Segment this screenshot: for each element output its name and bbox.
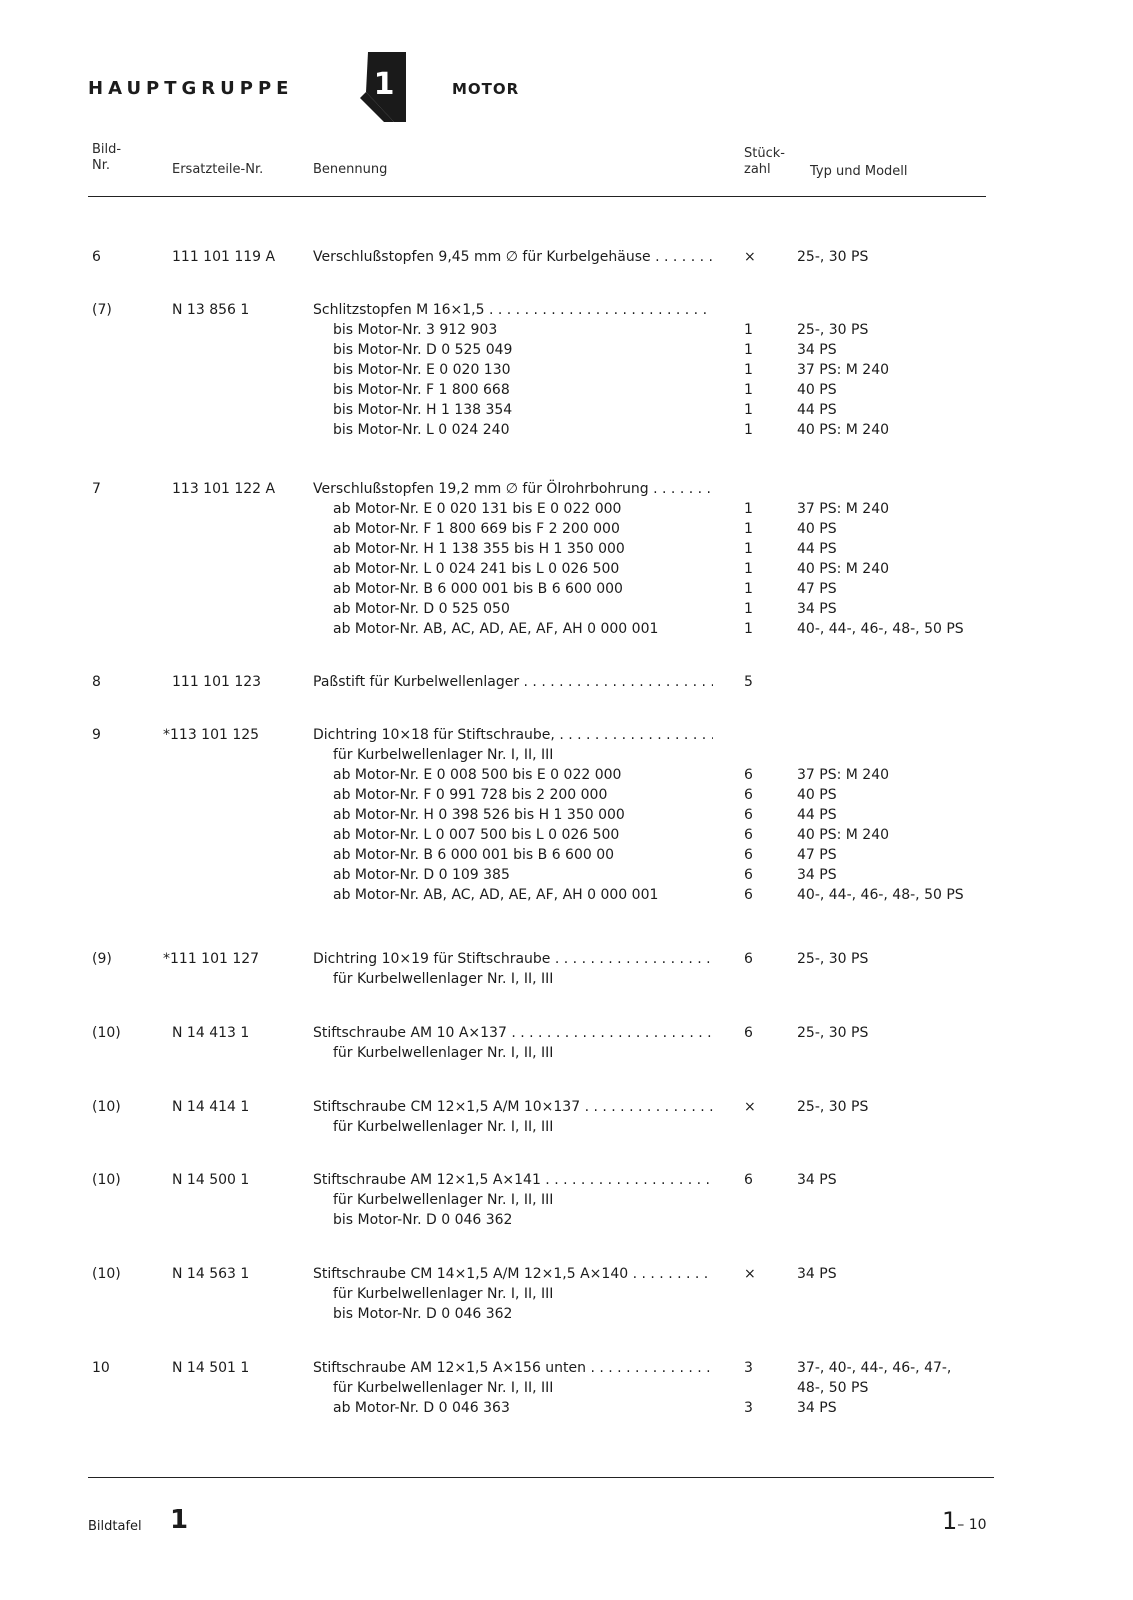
model-type: 40 PS [797, 521, 837, 537]
part-description: für Kurbelwellenlager Nr. I, II, III [333, 1380, 554, 1396]
part-row [0, 969, 1133, 989]
model-type: 25-, 30 PS [797, 1025, 869, 1041]
part-row [0, 300, 1133, 320]
part-row [0, 1378, 1133, 1398]
model-type: 40-, 44-, 46-, 48-, 50 PS [797, 887, 964, 903]
part-description: für Kurbelwellenlager Nr. I, II, III [333, 971, 554, 987]
part-row [0, 1023, 1133, 1043]
bild-nr: (10) [92, 1266, 121, 1282]
bild-nr: 10 [92, 1360, 110, 1376]
part-description: ab Motor-Nr. E 0 020 131 bis E 0 022 000 [333, 501, 622, 517]
model-type: 40 PS [797, 787, 837, 803]
part-description: bis Motor-Nr. D 0 046 362 [333, 1306, 513, 1322]
part-number: *113 101 125 [163, 727, 260, 743]
part-number: N 14 501 1 [172, 1360, 250, 1376]
part-entry [0, 725, 1133, 905]
part-number: N 13 856 1 [172, 302, 250, 318]
part-description: bis Motor-Nr. L 0 024 240 [333, 422, 510, 438]
part-description: ab Motor-Nr. L 0 024 241 bis L 0 026 500 [333, 561, 620, 577]
bild-nr: 9 [92, 727, 101, 743]
part-description: bis Motor-Nr. 3 912 903 [333, 322, 498, 338]
model-type: 48-, 50 PS [797, 1380, 869, 1396]
group-label: HAUPTGRUPPE [88, 78, 294, 99]
part-row [0, 949, 1133, 969]
part-description: für Kurbelwellenlager Nr. I, II, III [333, 1119, 554, 1135]
bild-nr: 7 [92, 481, 101, 497]
part-row [0, 499, 1133, 519]
part-description: ab Motor-Nr. H 1 138 355 bis H 1 350 000 [333, 541, 625, 557]
part-description: ab Motor-Nr. D 0 046 363 [333, 1400, 510, 1416]
model-type: 40-, 44-, 46-, 48-, 50 PS [797, 621, 964, 637]
model-type: 34 PS [797, 1400, 837, 1416]
col-header-benennung: Benennung [313, 162, 388, 177]
bild-nr: (10) [92, 1099, 121, 1115]
quantity: 6 [744, 1025, 753, 1041]
part-entry [0, 1023, 1133, 1063]
part-number: 113 101 122 A [172, 481, 276, 497]
part-description: ab Motor-Nr. D 0 525 050 [333, 601, 510, 617]
part-description: ab Motor-Nr. F 1 800 669 bis F 2 200 000 [333, 521, 620, 537]
quantity: 6 [744, 951, 753, 967]
part-row [0, 320, 1133, 340]
quantity: × [744, 1266, 756, 1282]
part-row [0, 845, 1133, 865]
col-header-stueckzahl: Stück- zahl [744, 146, 785, 177]
part-row [0, 420, 1133, 440]
page-number: 1– 10 [942, 1507, 987, 1535]
part-row [0, 725, 1133, 745]
quantity: 1 [744, 601, 753, 617]
part-description: bis Motor-Nr. D 0 525 049 [333, 342, 513, 358]
part-description: Verschlußstopfen 19,2 mm ∅ für Ölrohrbohrung . . . [313, 479, 713, 499]
model-type: 37 PS: M 240 [797, 501, 890, 517]
part-description: für Kurbelwellenlager Nr. I, II, III [333, 1286, 554, 1302]
quantity: 1 [744, 541, 753, 557]
quantity: 3 [744, 1400, 753, 1416]
part-description: Stiftschraube CM 14×1,5 A/M 12×1,5 A×140 . . . [313, 1264, 713, 1284]
col-header-typ-modell: Typ und Modell [810, 164, 908, 179]
model-type: 34 PS [797, 601, 837, 617]
part-row [0, 1043, 1133, 1063]
quantity: 5 [744, 674, 753, 690]
bild-nr: (7) [92, 302, 112, 318]
part-row [0, 805, 1133, 825]
model-type: 44 PS [797, 402, 837, 418]
col-header-ersatzteile-nr: Ersatzteile-Nr. [172, 162, 264, 177]
part-description: für Kurbelwellenlager Nr. I, II, III [333, 747, 554, 763]
part-row [0, 619, 1133, 639]
part-description: Verschlußstopfen 9,45 mm ∅ für Kurbelgehäuse . . . [313, 247, 713, 267]
quantity: 6 [744, 847, 753, 863]
model-type: 40 PS: M 240 [797, 827, 890, 843]
model-type: 25-, 30 PS [797, 322, 869, 338]
part-description: Stiftschraube AM 12×1,5 A×141 . . . [313, 1170, 713, 1190]
part-row [0, 672, 1133, 692]
model-type: 37 PS: M 240 [797, 767, 890, 783]
model-type: 25-, 30 PS [797, 951, 869, 967]
part-row [0, 360, 1133, 380]
part-description: Dichtring 10×19 für Stiftschraube . . . [313, 949, 713, 969]
bild-nr: 8 [92, 674, 101, 690]
part-description: bis Motor-Nr. H 1 138 354 [333, 402, 513, 418]
part-description: ab Motor-Nr. L 0 007 500 bis L 0 026 500 [333, 827, 620, 843]
model-type: 34 PS [797, 867, 837, 883]
part-number: 111 101 123 [172, 674, 262, 690]
model-type: 44 PS [797, 541, 837, 557]
model-type: 40 PS: M 240 [797, 561, 890, 577]
quantity: 1 [744, 561, 753, 577]
part-number: N 14 413 1 [172, 1025, 250, 1041]
quantity: 1 [744, 322, 753, 338]
plate-label: Bildtafel [88, 1519, 142, 1534]
part-row [0, 479, 1133, 499]
part-entry [0, 300, 1133, 440]
part-number: N 14 500 1 [172, 1172, 250, 1188]
part-entry [0, 1358, 1133, 1418]
part-entry [0, 247, 1133, 267]
part-entry [0, 672, 1133, 692]
quantity: × [744, 249, 756, 265]
part-row [0, 1097, 1133, 1117]
part-number: *111 101 127 [163, 951, 260, 967]
part-row [0, 745, 1133, 765]
model-type: 40 PS [797, 382, 837, 398]
quantity: 6 [744, 827, 753, 843]
model-type: 37-, 40-, 44-, 46-, 47-, [797, 1360, 952, 1376]
part-description: ab Motor-Nr. AB, AC, AD, AE, AF, AH 0 000 001 [333, 887, 659, 903]
part-description: Paßstift für Kurbelwellenlager . . . [313, 672, 713, 692]
part-row [0, 1264, 1133, 1284]
quantity: 1 [744, 382, 753, 398]
bild-nr: (10) [92, 1025, 121, 1041]
part-row [0, 1210, 1133, 1230]
part-description: ab Motor-Nr. AB, AC, AD, AE, AF, AH 0 000 001 [333, 621, 659, 637]
quantity: 6 [744, 867, 753, 883]
footer-rule [88, 1477, 994, 1478]
part-entry [0, 1170, 1133, 1230]
part-row [0, 1170, 1133, 1190]
part-description: bis Motor-Nr. F 1 800 668 [333, 382, 510, 398]
quantity: 1 [744, 362, 753, 378]
part-description: Stiftschraube AM 12×1,5 A×156 unten . . . [313, 1358, 713, 1378]
part-row [0, 765, 1133, 785]
quantity: 1 [744, 621, 753, 637]
part-row [0, 885, 1133, 905]
group-number-badge-icon [354, 48, 410, 126]
part-description: bis Motor-Nr. E 0 020 130 [333, 362, 511, 378]
model-type: 25-, 30 PS [797, 249, 869, 265]
part-row [0, 785, 1133, 805]
part-row [0, 1304, 1133, 1324]
model-type: 34 PS [797, 1172, 837, 1188]
quantity: 1 [744, 581, 753, 597]
part-entry [0, 1097, 1133, 1137]
part-entry [0, 949, 1133, 989]
part-description: ab Motor-Nr. F 0 991 728 bis 2 200 000 [333, 787, 608, 803]
part-row [0, 380, 1133, 400]
part-description: für Kurbelwellenlager Nr. I, II, III [333, 1045, 554, 1061]
quantity: 6 [744, 1172, 753, 1188]
part-description: ab Motor-Nr. B 6 000 001 bis B 6 600 000 [333, 581, 623, 597]
quantity: 1 [744, 422, 753, 438]
group-number: 1 [373, 67, 395, 102]
quantity: 1 [744, 342, 753, 358]
model-type: 47 PS [797, 581, 837, 597]
part-row [0, 539, 1133, 559]
quantity: 6 [744, 767, 753, 783]
quantity: 6 [744, 787, 753, 803]
part-row [0, 400, 1133, 420]
part-entry [0, 1264, 1133, 1324]
part-description: Stiftschraube CM 12×1,5 A/M 10×137 . . . [313, 1097, 713, 1117]
quantity: 6 [744, 887, 753, 903]
model-type: 34 PS [797, 1266, 837, 1282]
part-description: Dichtring 10×18 für Stiftschraube, . . . [313, 725, 713, 745]
part-number: N 14 563 1 [172, 1266, 250, 1282]
model-type: 34 PS [797, 342, 837, 358]
part-description: Schlitzstopfen M 16×1,5 . . . [313, 300, 713, 320]
part-row [0, 1117, 1133, 1137]
quantity: 6 [744, 807, 753, 823]
part-number: N 14 414 1 [172, 1099, 250, 1115]
bild-nr: (10) [92, 1172, 121, 1188]
quantity: 1 [744, 501, 753, 517]
part-description: ab Motor-Nr. E 0 008 500 bis E 0 022 000 [333, 767, 622, 783]
header-rule [88, 196, 986, 197]
part-row [0, 579, 1133, 599]
part-description: bis Motor-Nr. D 0 046 362 [333, 1212, 513, 1228]
bild-nr: (9) [92, 951, 112, 967]
model-type: 25-, 30 PS [797, 1099, 869, 1115]
model-type: 37 PS: M 240 [797, 362, 890, 378]
part-description: ab Motor-Nr. B 6 000 001 bis B 6 600 00 [333, 847, 615, 863]
part-row [0, 340, 1133, 360]
part-row [0, 825, 1133, 845]
quantity: 1 [744, 521, 753, 537]
part-row [0, 865, 1133, 885]
part-row [0, 1358, 1133, 1378]
section-title: MOTOR [452, 80, 520, 98]
col-header-bild-nr: Bild- Nr. [92, 142, 122, 173]
part-description: ab Motor-Nr. H 0 398 526 bis H 1 350 000 [333, 807, 625, 823]
part-row [0, 1398, 1133, 1418]
model-type: 40 PS: M 240 [797, 422, 890, 438]
model-type: 47 PS [797, 847, 837, 863]
plate-number: 1 [170, 1505, 189, 1535]
quantity: 3 [744, 1360, 753, 1376]
bild-nr: 6 [92, 249, 101, 265]
quantity: × [744, 1099, 756, 1115]
part-description: Stiftschraube AM 10 A×137 . . . [313, 1023, 713, 1043]
part-row [0, 559, 1133, 579]
part-description: ab Motor-Nr. D 0 109 385 [333, 867, 510, 883]
quantity: 1 [744, 402, 753, 418]
part-row [0, 519, 1133, 539]
part-row [0, 247, 1133, 267]
part-row [0, 599, 1133, 619]
model-type: 44 PS [797, 807, 837, 823]
part-entry [0, 479, 1133, 639]
part-row [0, 1284, 1133, 1304]
part-number: 111 101 119 A [172, 249, 276, 265]
part-description: für Kurbelwellenlager Nr. I, II, III [333, 1192, 554, 1208]
part-row [0, 1190, 1133, 1210]
